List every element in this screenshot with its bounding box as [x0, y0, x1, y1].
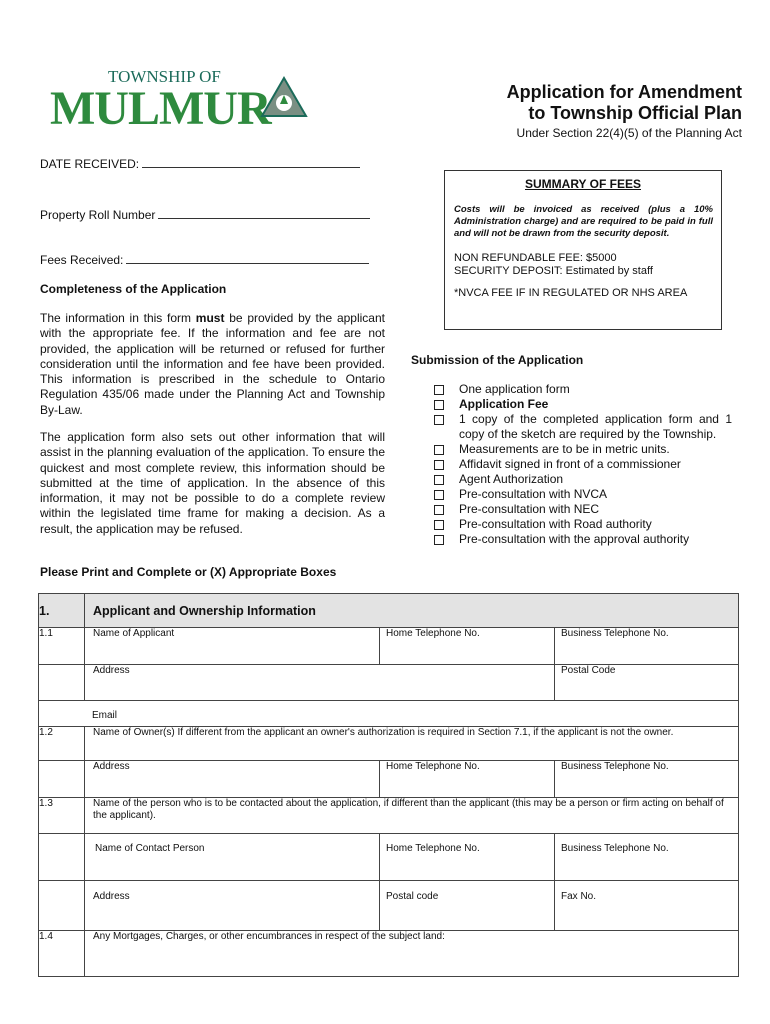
row-number: 1.3	[39, 798, 85, 834]
checkbox[interactable]	[434, 460, 444, 470]
owner-business-telephone-field[interactable]: Business Telephone No.	[555, 761, 739, 798]
security-deposit: SECURITY DEPOSIT: Estimated by staff	[454, 265, 653, 277]
fees-received-field[interactable]	[40, 252, 369, 267]
checklist-item[interactable]: Pre-consultation with NVCA	[432, 487, 732, 502]
contact-address-field[interactable]: Address	[85, 881, 380, 931]
owner-address-field[interactable]: Address	[85, 761, 380, 798]
checkbox[interactable]	[434, 505, 444, 515]
home-telephone-field[interactable]: Home Telephone No.	[380, 628, 555, 665]
checkbox[interactable]	[434, 535, 444, 545]
non-refundable-fee: NON REFUNDABLE FEE: $5000	[454, 252, 617, 264]
contact-fax-field[interactable]: Fax No.	[555, 881, 739, 931]
contact-home-telephone-field[interactable]: Home Telephone No.	[380, 834, 555, 881]
name-of-owner-field[interactable]: Name of Owner(s) If different from the applicant an owner's authorization is required in Section 7.1, if the applicant is not the owner.	[85, 727, 739, 761]
business-telephone-field[interactable]: Business Telephone No.	[555, 628, 739, 665]
summary-of-fees-box	[444, 170, 722, 330]
checklist-item[interactable]: Pre-consultation with the approval authority	[432, 532, 732, 547]
checkbox[interactable]	[434, 445, 444, 455]
checkbox[interactable]	[434, 385, 444, 395]
table-row	[39, 881, 739, 931]
contact-person-description: Name of the person who is to be contacted about the application, if different than the applicant (this may be a person or firm acting on behalf of the applicant).	[85, 798, 739, 834]
completeness-heading: Completeness of the Application	[40, 282, 227, 296]
checklist-item[interactable]: 1 copy of the completed application form and 1 copy of the sketch are required by the Township.	[432, 412, 732, 442]
section-number: 1.	[39, 594, 85, 628]
row-number: 1.2	[39, 727, 85, 761]
title-line-1: Application for Amendment	[506, 82, 742, 102]
checklist-item[interactable]: Agent Authorization	[432, 472, 732, 487]
completeness-paragraph-1: The information in this form must be provided by the applicant with the appropriate fee. If the information and fee are not provided, the application will be returned or refused for further consideration until the information and fee have been provided. This information is prescribed in the schedule to Ontario Regulation 435/06 made under the Planning Act and Township By-Law.	[40, 311, 385, 417]
table-row	[39, 761, 739, 798]
checklist-item[interactable]: One application form	[432, 382, 732, 397]
checklist-item[interactable]: Pre-consultation with NEC	[432, 502, 732, 517]
fees-heading: SUMMARY OF FEES	[524, 177, 641, 191]
checklist-item[interactable]: Pre-consultation with Road authority	[432, 517, 732, 532]
submission-checklist	[432, 382, 732, 547]
table-row	[39, 628, 739, 665]
logo-township-of: TOWNSHIP OF	[108, 67, 221, 86]
submission-heading: Submission of the Application	[411, 353, 584, 367]
email-field[interactable]: Email	[39, 701, 739, 727]
nvca-fee: *NVCA FEE IF IN REGULATED OR NHS AREA	[454, 287, 688, 299]
contact-postal-code-field[interactable]: Postal code	[380, 881, 555, 931]
checkbox[interactable]	[434, 415, 444, 425]
completeness-paragraph-2: The application form also sets out other information that will assist in the planning evaluation of the application. To ensure the quickest and most complete review, this information should be submitted at the time of application. In the absence of this information, it may not be possible to do a complete review within the legislated time frame for making a decision. As a result, the application may be refused.	[40, 430, 385, 536]
table-row	[39, 665, 739, 701]
instructions: Please Print and Complete or (X) Appropriate Boxes	[40, 565, 337, 579]
table-row	[39, 727, 739, 761]
date-received-label: DATE RECEIVED:	[40, 157, 140, 171]
checkbox[interactable]	[434, 475, 444, 485]
table-row	[39, 701, 739, 727]
property-roll-field[interactable]	[40, 207, 370, 222]
mortgages-field[interactable]: Any Mortgages, Charges, or other encumbrances in respect of the subject land:	[85, 931, 739, 977]
contact-business-telephone-field[interactable]: Business Telephone No.	[555, 834, 739, 881]
contact-person-field[interactable]: Name of Contact Person	[85, 834, 380, 881]
township-logo	[48, 62, 308, 132]
applicant-ownership-table	[38, 593, 739, 977]
section-header	[39, 594, 739, 628]
address-field[interactable]: Address	[85, 665, 555, 701]
name-of-applicant-field[interactable]: Name of Applicant	[85, 628, 380, 665]
fees-note: Costs will be invoiced as received (plus a 10% Administration charge) and are required to be paid in full and will not be drawn from the security deposit.	[454, 204, 713, 239]
checklist-item[interactable]: Affidavit signed in front of a commissioner	[432, 457, 732, 472]
row-number: 1.4	[39, 931, 85, 977]
table-row	[39, 931, 739, 977]
row-number: 1.1	[39, 628, 85, 665]
title-line-2: to Township Official Plan	[528, 103, 742, 123]
page-subtitle: Under Section 22(4)(5) of the Planning Act	[516, 126, 742, 140]
page-title	[507, 82, 742, 124]
checklist-item[interactable]: Application Fee	[432, 397, 732, 412]
fees-received-label: Fees Received:	[40, 253, 124, 267]
table-row	[39, 834, 739, 881]
property-roll-label: Property Roll Number	[40, 208, 156, 222]
date-received-field[interactable]	[40, 156, 360, 171]
checkbox[interactable]	[434, 490, 444, 500]
logo-mulmur: MULMUR	[50, 82, 271, 132]
checklist-item[interactable]: Measurements are to be in metric units.	[432, 442, 732, 457]
table-row	[39, 798, 739, 834]
section-title: Applicant and Ownership Information	[85, 594, 739, 628]
postal-code-field[interactable]: Postal Code	[555, 665, 739, 701]
checkbox[interactable]	[434, 400, 444, 410]
checkbox[interactable]	[434, 520, 444, 530]
owner-home-telephone-field[interactable]: Home Telephone No.	[380, 761, 555, 798]
